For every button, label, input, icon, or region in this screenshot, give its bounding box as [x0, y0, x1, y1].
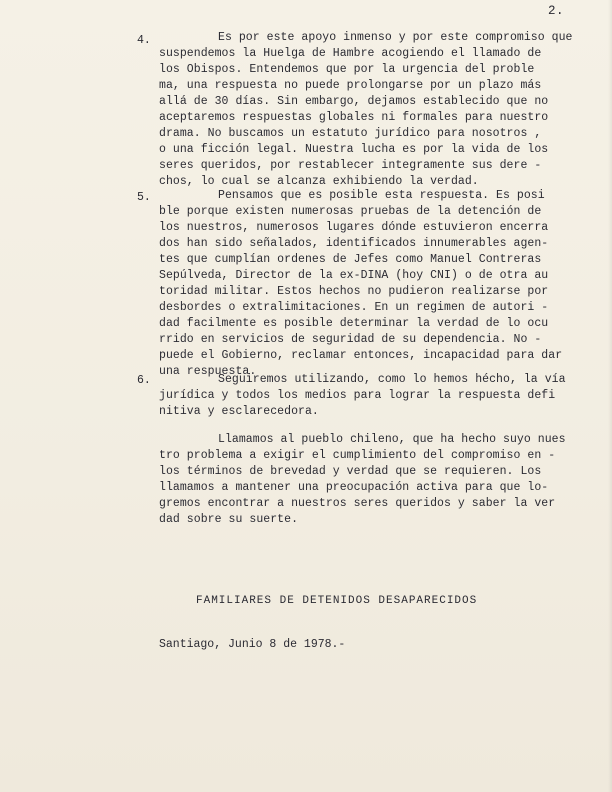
paragraph-line: Sepúlveda, Director de la ex-DINA (hoy CNI) o de otra au [159, 269, 549, 282]
paragraph-line: llamamos a mantener una preocupación activa para que lo- [159, 481, 549, 494]
paragraph-line: los nuestros, numerosos lugares dónde estuvieron encerra [159, 221, 549, 234]
paragraph-line: Es por este apoyo inmenso y por este compromiso que [218, 31, 573, 44]
signature-line: FAMILIARES DE DETENIDOS DESAPARECIDOS [196, 595, 478, 607]
paragraph-line: nitiva y esclarecedora. [159, 405, 319, 418]
paragraph-line: dad sobre su suerte. [159, 513, 299, 526]
paragraph-number: 5. [137, 191, 151, 204]
paragraph-line: desbordes o extralimitaciones. En un regimen de autori - [159, 301, 549, 314]
paragraph-line: jurídica y todos los medios para lograr la respuesta defi [159, 389, 556, 402]
paragraph-line: tes que cumplían ordenes de Jefes como Manuel Contreras [159, 253, 542, 266]
paragraph-line: los Obispos. Entendemos que por la urgencia del proble [159, 63, 535, 76]
paragraph-line: seres queridos, por restablecer integramente sus dere - [159, 159, 542, 172]
paragraph-number: 4. [137, 34, 151, 47]
paragraph-line: o una ficción legal. Nuestra lucha es por la vida de los [159, 143, 549, 156]
paragraph-number: 6. [137, 374, 151, 387]
paragraph-line: los términos de brevedad y verdad que se requieren. Los [159, 465, 542, 478]
paragraph-line: gremos encontrar a nuestros seres queridos y saber la ver [159, 497, 556, 510]
paragraph-line: allá de 30 días. Sin embargo, dejamos establecido que no [159, 95, 549, 108]
page-number: 2. [548, 4, 565, 18]
page-edge-shadow [608, 0, 612, 792]
paragraph-line: ble porque existen numerosas pruebas de la detención de [159, 205, 542, 218]
paragraph-line: drama. No buscamos un estatuto jurídico para nosotros , [159, 127, 542, 140]
paragraph-line: una respuesta. [159, 365, 257, 378]
place-date: Santiago, Junio 8 de 1978.- [159, 638, 346, 651]
paragraph-line: Llamamos al pueblo chileno, que ha hecho suyo nues [218, 433, 566, 446]
paragraph-line: aceptaremos respuestas globales ni formales para nuestro [159, 111, 549, 124]
paragraph-line: rrido en servicios de seguridad de su dependencia. No - [159, 333, 542, 346]
paragraph-line: dos han sido señalados, identificados innumerables agen- [159, 237, 549, 250]
paragraph-line: toridad militar. Estos hechos no pudieron realizarse por [159, 285, 549, 298]
paragraph-line: Seguiremos utilizando, como lo hemos hécho, la vía [218, 373, 566, 386]
paragraph-line: dad facilmente es posible determinar la verdad de lo ocu [159, 317, 549, 330]
paragraph-line: puede el Gobierno, reclamar entonces, incapacidad para dar [159, 349, 563, 362]
paragraph-line: Pensamos que es posible esta respuesta. Es posi [218, 189, 545, 202]
paragraph-line: chos, lo cual se alcanza exhibiendo la verdad. [159, 175, 479, 188]
paragraph-line: suspendemos la Huelga de Hambre acogiendo el llamado de [159, 47, 542, 60]
paragraph-line: tro problema a exigir el cumplimiento del compromiso en - [159, 449, 556, 462]
paragraph-line: ma, una respuesta no puede prolongarse por un plazo más [159, 79, 542, 92]
